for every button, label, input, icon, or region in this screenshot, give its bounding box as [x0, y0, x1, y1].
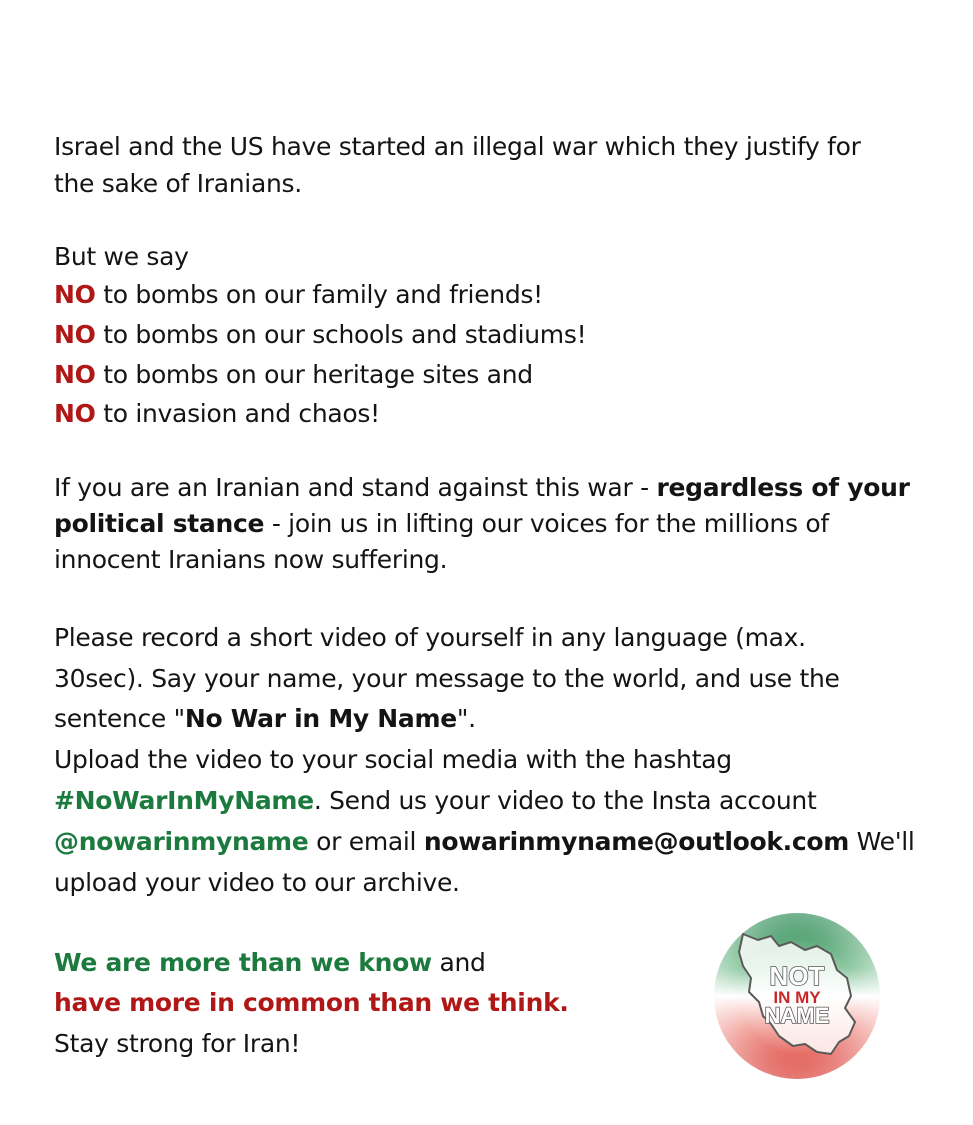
no-word: NO [54, 320, 96, 349]
email-address: nowarinmyname@outlook.com [423, 827, 850, 856]
intro-line-2: the sake of Iranians. [54, 169, 302, 198]
insta-handle: @nowarinmyname [54, 827, 309, 856]
intro-line-1: Israel and the US have started an illegal war which they justify for [54, 132, 861, 161]
instr-line-1: Please record a short video of yourself in any language (max. [54, 623, 806, 652]
no-line: NO to bombs on our schools and stadiums! [54, 320, 587, 349]
instr-line-4: Upload the video to your social media with the hashtag [54, 745, 732, 774]
not-in-my-name-logo [713, 912, 881, 1080]
hashtag: #NoWarInMyName [54, 786, 314, 815]
call-line-3: innocent Iranians now suffering. [54, 545, 448, 574]
closing-line-2: have more in common than we think. [54, 988, 569, 1017]
logo-text-name: NAME [764, 1003, 830, 1028]
no-word: NO [54, 399, 96, 428]
instr-line-7: upload your video to our archive. [54, 868, 460, 897]
instr-line-3: sentence "No War in My Name". [54, 704, 476, 733]
call-line-1: If you are an Iranian and stand against this war - regardless of your [54, 473, 910, 502]
no-word: NO [54, 280, 96, 309]
call-line-2: political stance - join us in lifting our voices for the millions of [54, 509, 829, 538]
closing-line-1: We are more than we know and [54, 948, 486, 977]
instr-line-5: #NoWarInMyName. Send us your video to the Insta account [54, 786, 817, 815]
instr-line-6: @nowarinmyname or email nowarinmyname@outlook.com We'll [54, 827, 915, 856]
logo-text-not: NOT [769, 961, 825, 991]
logo-text-in-my: IN MY [773, 988, 821, 1007]
no-line: NO to bombs on our family and friends! [54, 280, 543, 309]
closing-line-3: Stay strong for Iran! [54, 1029, 301, 1058]
instr-line-2: 30sec). Say your name, your message to the world, and use the [54, 664, 840, 693]
no-word: NO [54, 360, 96, 389]
lead-line: But we say [54, 242, 189, 271]
no-line: NO to bombs on our heritage sites and [54, 360, 533, 389]
no-line: NO to invasion and chaos! [54, 399, 380, 428]
